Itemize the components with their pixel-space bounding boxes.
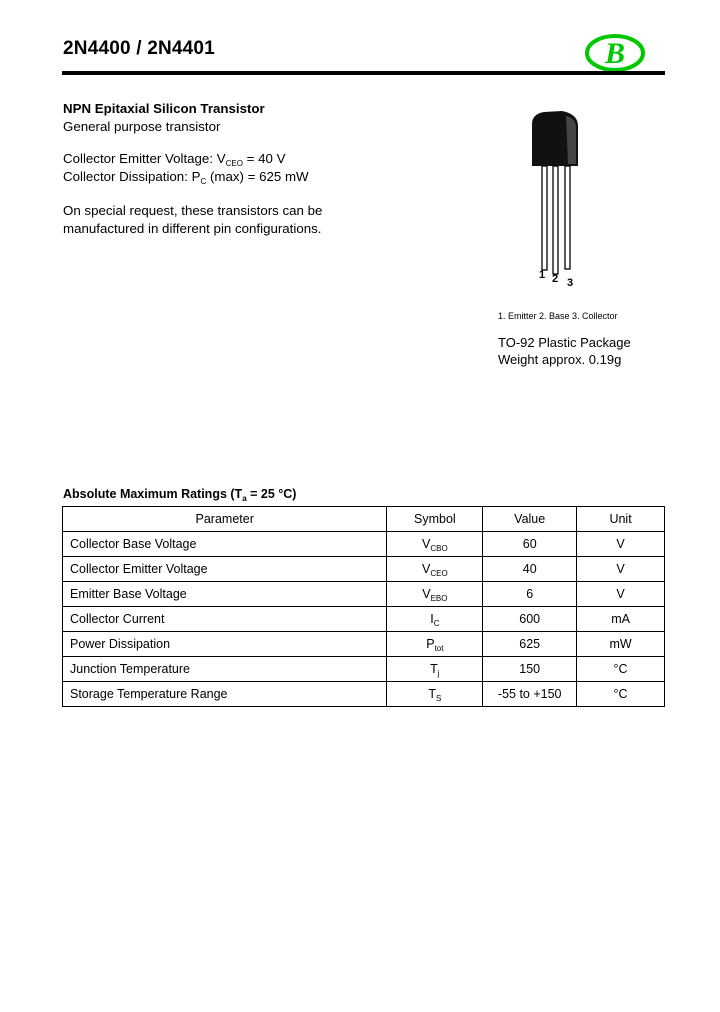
symbol-letter: T xyxy=(430,662,438,676)
product-purpose: General purpose transistor xyxy=(63,119,221,134)
column-header-parameter: Parameter xyxy=(63,507,387,532)
value-cell: 60 xyxy=(483,532,577,557)
symbol-letter: T xyxy=(428,687,436,701)
pc-value: (max) = 625 mW xyxy=(206,169,309,184)
table-row xyxy=(63,532,665,557)
parameter-cell: Power Dissipation xyxy=(63,632,387,657)
ratings-heading-sub: a xyxy=(242,494,247,503)
symbol-subscript: j xyxy=(437,669,440,678)
pc-spec xyxy=(63,168,309,186)
column-header-symbol: Symbol xyxy=(387,507,483,532)
pin-config-note-line-1: On special request, these transistors can be xyxy=(63,203,323,218)
table-row xyxy=(63,682,665,707)
pc-sub: C xyxy=(200,177,207,186)
table-row xyxy=(63,607,665,632)
vceo-spec xyxy=(63,150,285,168)
unit-cell: V xyxy=(577,582,665,607)
vceo-value: = 40 V xyxy=(242,151,286,166)
unit-cell: mW xyxy=(577,632,665,657)
unit-cell: mA xyxy=(577,607,665,632)
pin-2-number: 2 xyxy=(552,273,559,285)
symbol-letter: V xyxy=(422,562,431,576)
pin-config-note-line-2: manufactured in different pin configurations. xyxy=(63,221,322,236)
unit-cell: V xyxy=(577,557,665,582)
parameter-cell: Junction Temperature xyxy=(63,657,387,682)
parameter-cell: Storage Temperature Range xyxy=(63,682,387,707)
symbol-cell xyxy=(387,682,483,707)
ratings-heading xyxy=(63,487,296,501)
table-row xyxy=(63,657,665,682)
value-cell: 625 xyxy=(483,632,577,657)
symbol-cell xyxy=(387,582,483,607)
symbol-cell xyxy=(387,632,483,657)
pin-2-lead xyxy=(553,166,558,274)
value-cell: 40 xyxy=(483,557,577,582)
symbol-letter: I xyxy=(430,612,434,626)
to92-package-image xyxy=(522,108,588,290)
value-cell: 150 xyxy=(483,657,577,682)
unit-cell: °C xyxy=(577,657,665,682)
column-header-unit: Unit xyxy=(577,507,665,532)
package-info xyxy=(498,334,631,368)
symbol-subscript: C xyxy=(433,619,440,628)
unit-cell: °C xyxy=(577,682,665,707)
value-cell: 6 xyxy=(483,582,577,607)
parameter-cell: Collector Base Voltage xyxy=(63,532,387,557)
symbol-subscript: S xyxy=(435,694,442,703)
parameter-cell: Collector Current xyxy=(63,607,387,632)
symbol-cell xyxy=(387,532,483,557)
symbol-subscript: CEO xyxy=(430,569,448,578)
pin-3-number: 3 xyxy=(567,277,574,289)
absolute-maximum-ratings-table xyxy=(62,506,665,707)
pin-1-lead xyxy=(542,166,547,270)
symbol-letter: V xyxy=(422,537,431,551)
ratings-heading-suffix: = 25 °C) xyxy=(246,487,297,501)
logo-letter: B xyxy=(604,37,626,70)
ratings-heading-prefix: Absolute Maximum Ratings (T xyxy=(63,487,243,501)
symbol-subscript: EBO xyxy=(430,594,448,603)
vceo-label: Collector Emitter Voltage: V xyxy=(63,151,226,166)
page-title: 2N4400 / 2N4401 xyxy=(63,38,215,59)
symbol-cell xyxy=(387,657,483,682)
table-header-row xyxy=(63,507,665,532)
symbol-subscript: tot xyxy=(434,644,444,653)
symbol-subscript: CBO xyxy=(430,544,448,553)
symbol-cell xyxy=(387,607,483,632)
pin-3-lead xyxy=(565,166,570,269)
column-header-value: Value xyxy=(483,507,577,532)
vceo-sub: CEO xyxy=(225,159,243,168)
table-row xyxy=(63,582,665,607)
symbol-letter: V xyxy=(422,587,431,601)
unit-cell: V xyxy=(577,532,665,557)
brand-logo xyxy=(584,33,646,73)
value-cell: -55 to +150 xyxy=(483,682,577,707)
pin-1-number: 1 xyxy=(539,269,546,281)
parameter-cell: Collector Emitter Voltage xyxy=(63,557,387,582)
table-row xyxy=(63,557,665,582)
value-cell: 600 xyxy=(483,607,577,632)
package-weight: Weight approx. 0.19g xyxy=(498,352,622,367)
table-row xyxy=(63,632,665,657)
symbol-letter: P xyxy=(426,637,435,651)
pc-label: Collector Dissipation: P xyxy=(63,169,201,184)
parameter-cell: Emitter Base Voltage xyxy=(63,582,387,607)
package-name: TO-92 Plastic Package xyxy=(498,335,631,350)
symbol-cell xyxy=(387,557,483,582)
title-divider xyxy=(62,71,665,75)
pin-legend: 1. Emitter 2. Base 3. Collector xyxy=(498,311,618,321)
product-type: NPN Epitaxial Silicon Transistor xyxy=(63,101,265,116)
